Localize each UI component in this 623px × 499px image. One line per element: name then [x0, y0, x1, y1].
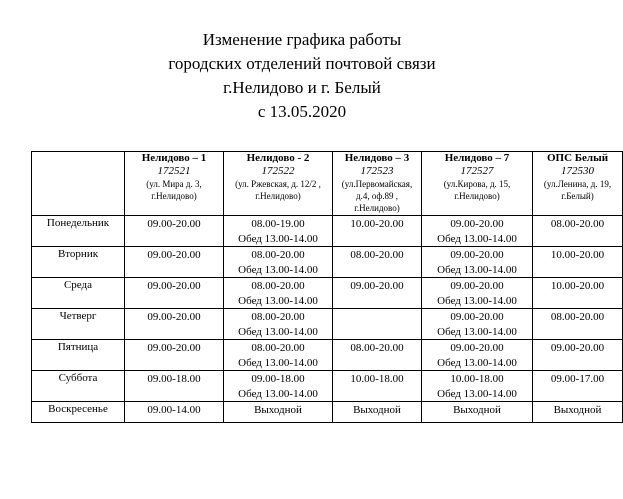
day-label: Вторник: [32, 247, 125, 278]
hours-cell: [422, 402, 533, 423]
hours-text: 08.00-19.00: [251, 218, 305, 230]
title-line-4: с 13.05.2020: [257, 102, 347, 121]
office-name: Нелидово – 7: [444, 152, 510, 164]
day-label: Понедельник: [32, 216, 125, 247]
day-label: Четверг: [32, 309, 125, 340]
hours-text: 09.00-17.00: [550, 373, 605, 385]
hours-cell: [333, 216, 422, 247]
hours-cell: [422, 371, 533, 402]
office-header: [224, 152, 333, 216]
day-label: Суббота: [32, 371, 125, 402]
hours-text: 09.00-20.00: [147, 342, 201, 354]
hours-cell: [533, 278, 623, 309]
hours-cell: [224, 371, 333, 402]
hours-cell: [224, 247, 333, 278]
title-line-3: г.Нелидово и г. Белый: [223, 78, 381, 97]
hours-cell: [125, 216, 224, 247]
document-title: [0, 28, 604, 124]
lunch-text: Обед 13.00-14.00: [437, 233, 517, 245]
hours-text: 08.00-20.00: [350, 249, 404, 261]
office-address: (ул.Кирова, д. 15, г.Нелидово): [443, 179, 511, 201]
hours-text: 08.00-20.00: [251, 342, 305, 354]
hours-cell: [333, 247, 422, 278]
office-header: [422, 152, 533, 216]
lunch-text: Обед 13.00-14.00: [437, 264, 517, 276]
schedule-table: [31, 151, 623, 423]
office-name: Нелидово – 3: [344, 152, 410, 164]
hours-cell: [422, 340, 533, 371]
table-row: [32, 216, 623, 247]
lunch-text: Обед 13.00-14.00: [238, 264, 318, 276]
hours-cell: [224, 278, 333, 309]
hours-cell: [333, 402, 422, 423]
lunch-text: Обед 13.00-14.00: [437, 326, 517, 338]
office-address: (ул. Ржевская, д. 12/2 , г.Нелидово): [235, 179, 321, 201]
hours-text: 08.00-20.00: [550, 311, 605, 323]
lunch-text: Обед 13.00-14.00: [238, 388, 318, 400]
hours-cell: [333, 340, 422, 371]
hours-text: Выходной: [453, 404, 501, 416]
hours-cell: [224, 309, 333, 340]
hours-text: 09.00-20.00: [450, 311, 504, 323]
hours-cell: [224, 402, 333, 423]
hours-cell: [533, 216, 623, 247]
lunch-text: Обед 13.00-14.00: [437, 388, 517, 400]
hours-text: 10.00-20.00: [550, 280, 605, 292]
title-line-2: городских отделений почтовой связи: [168, 54, 436, 73]
hours-text: 09.00-20.00: [147, 249, 201, 261]
day-label: Пятница: [32, 340, 125, 371]
hours-cell: [224, 216, 333, 247]
office-index: 172521: [157, 165, 191, 177]
hours-cell: [333, 371, 422, 402]
office-address: (ул.Ленина, д. 19, г.Белый): [543, 179, 612, 201]
hours-text: Выходной: [353, 404, 401, 416]
hours-cell: [125, 340, 224, 371]
table-row: [32, 247, 623, 278]
table-row: [32, 278, 623, 309]
hours-text: 10.00-18.00: [350, 373, 404, 385]
hours-cell: [533, 247, 623, 278]
lunch-text: Обед 13.00-14.00: [238, 357, 318, 369]
hours-text: Выходной: [254, 404, 302, 416]
hours-text: Выходной: [553, 404, 602, 416]
hours-cell: [333, 309, 422, 340]
table-row: [32, 340, 623, 371]
hours-text: 09.00-18.00: [251, 373, 305, 385]
hours-cell: [422, 216, 533, 247]
office-index: 172523: [360, 165, 394, 177]
office-header: [533, 152, 623, 216]
hours-cell: [333, 278, 422, 309]
hours-cell: [422, 278, 533, 309]
hours-text: 09.00-20.00: [450, 280, 504, 292]
hours-cell: [533, 340, 623, 371]
hours-text: 08.00-20.00: [251, 280, 305, 292]
hours-cell: [125, 247, 224, 278]
office-header: [125, 152, 224, 216]
office-index: 172522: [261, 165, 295, 177]
day-label: Среда: [32, 278, 125, 309]
lunch-text: Обед 13.00-14.00: [437, 295, 517, 307]
title-line-1: Изменение графика работы: [202, 30, 402, 49]
hours-cell: [533, 309, 623, 340]
hours-text: 09.00-20.00: [147, 311, 201, 323]
hours-cell: [422, 247, 533, 278]
hours-text: 09.00-14.00: [147, 404, 201, 416]
hours-text: 08.00-20.00: [350, 342, 404, 354]
header-row: [32, 152, 623, 216]
corner-cell: [32, 152, 125, 216]
office-index: 172527: [460, 165, 494, 177]
lunch-text: Обед 13.00-14.00: [238, 295, 318, 307]
hours-text: 10.00-18.00: [450, 373, 504, 385]
schedule-body: [32, 216, 623, 423]
hours-text: 08.00-20.00: [251, 249, 305, 261]
hours-cell: [533, 371, 623, 402]
hours-cell: [125, 309, 224, 340]
table-row: [32, 402, 623, 423]
table-row: [32, 309, 623, 340]
hours-text: 10.00-20.00: [350, 218, 404, 230]
hours-text: 08.00-20.00: [251, 311, 305, 323]
office-address: (ул. Мира д. 3, г.Нелидово): [146, 179, 202, 201]
lunch-text: Обед 13.00-14.00: [238, 233, 318, 245]
day-label: Воскресенье: [32, 402, 125, 423]
hours-text: 08.00-20.00: [550, 218, 605, 230]
hours-text: 09.00-20.00: [450, 342, 504, 354]
lunch-text: Обед 13.00-14.00: [238, 326, 318, 338]
office-index: 172530: [561, 165, 594, 177]
hours-text: 09.00-20.00: [450, 249, 504, 261]
lunch-text: Обед 13.00-14.00: [437, 357, 517, 369]
hours-text: 10.00-20.00: [550, 249, 605, 261]
hours-text: 09.00-20.00: [147, 218, 201, 230]
hours-cell: [533, 402, 623, 423]
office-name: ОПС Белый: [546, 152, 609, 164]
hours-text: 09.00-20.00: [450, 218, 504, 230]
hours-text: 09.00-20.00: [550, 342, 605, 354]
hours-text: 09.00-18.00: [147, 373, 201, 385]
hours-text: 09.00-20.00: [147, 280, 201, 292]
hours-cell: [422, 309, 533, 340]
office-name: Нелидово - 2: [246, 152, 310, 164]
office-name: Нелидово – 1: [141, 152, 207, 164]
table-row: [32, 371, 623, 402]
office-address: (ул.Первомайская, д.4, оф.89 , г.Нелидово): [341, 179, 413, 213]
hours-cell: [125, 371, 224, 402]
office-header: [333, 152, 422, 216]
hours-cell: [224, 340, 333, 371]
hours-text: 09.00-20.00: [350, 280, 404, 292]
hours-cell: [125, 402, 224, 423]
hours-cell: [125, 278, 224, 309]
